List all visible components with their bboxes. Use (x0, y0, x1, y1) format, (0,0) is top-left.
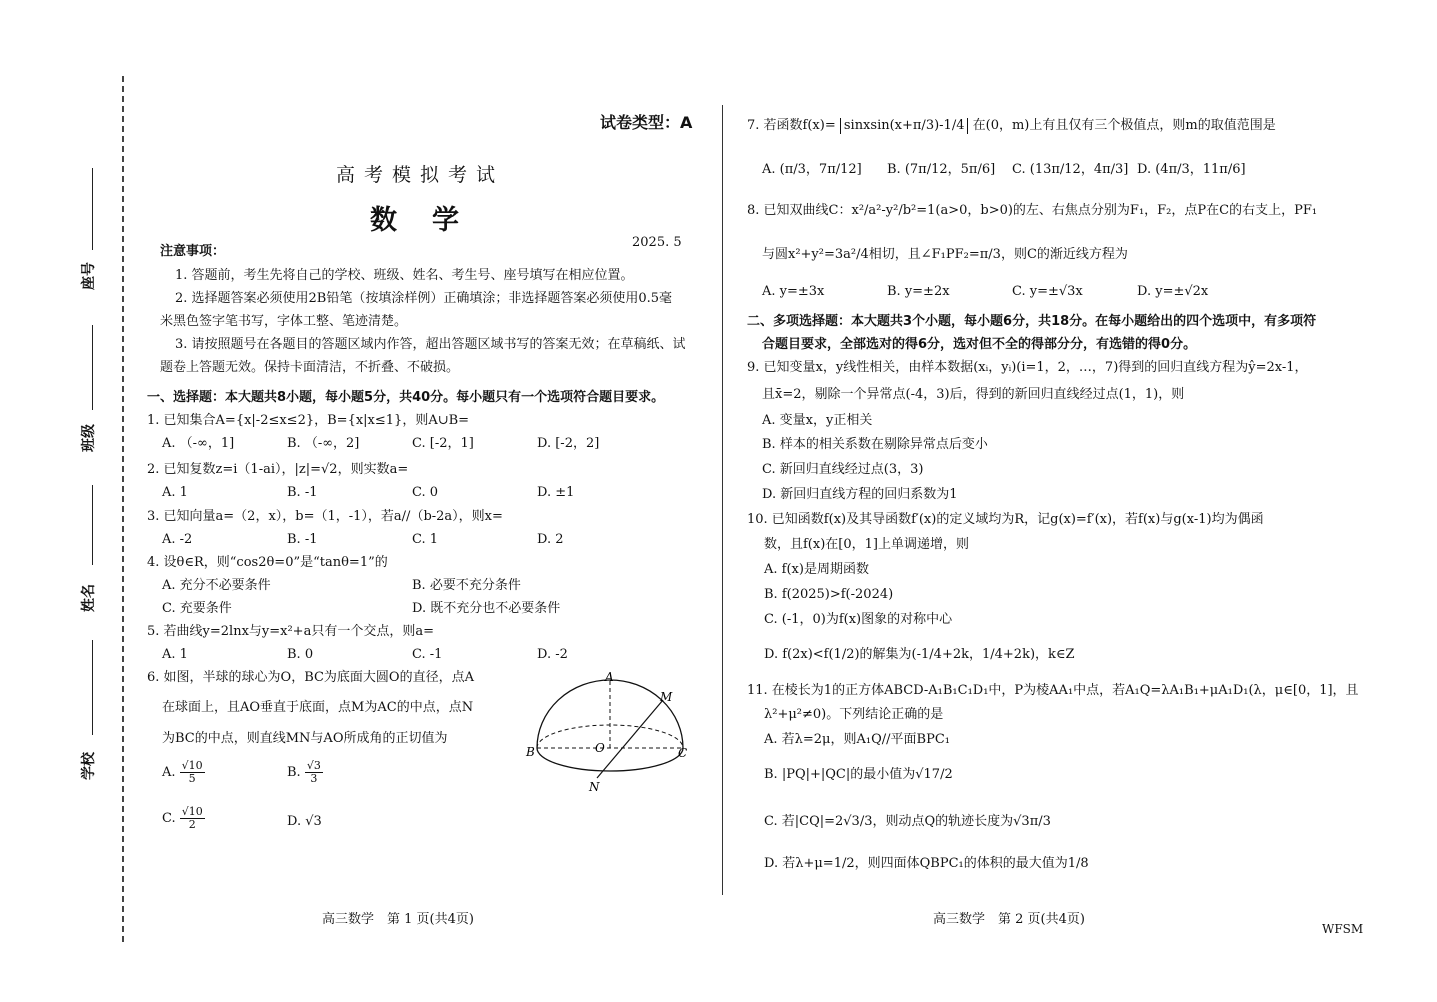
q3-stem: 3. 已知向量a=（2，x），b=（1，-1），若a//（b-2a），则x= (147, 509, 503, 524)
q7-opt-a: A. (π/3，7π/12] (762, 162, 862, 177)
label-c: C (678, 746, 688, 760)
exam-date: 2025. 5 (632, 235, 682, 250)
q3-opt-c: C. 1 (412, 532, 439, 547)
q7-opt-d: D. (4π/3，11π/6] (1137, 162, 1246, 177)
notice-line-5: 题卷上答题无效。保持卡面清洁，不折叠、不破损。 (160, 360, 460, 375)
q10-opt-d: D. f(2x)<f(1/2)的解集为(-1/4+2k，1/4+2k)，k∈Z (764, 647, 1075, 662)
q2-opt-c: C. 0 (412, 485, 439, 500)
q2-opt-a: A. 1 (162, 485, 188, 500)
q3-opt-a: A. -2 (162, 532, 193, 547)
q7-opt-c: C. (13π/12，4π/3] (1012, 162, 1129, 177)
q5-opt-d: D. -2 (537, 647, 568, 662)
notice-line-2: 2. 选择题答案必须使用2B铅笔（按填涂样例）正确填涂；非选择题答案必须使用0.5毫 (175, 291, 673, 306)
hemisphere-figure (525, 668, 700, 793)
q11-line-1: 11. 在棱长为1的正方体ABCD-A₁B₁C₁D₁中，P为棱AA₁中点，若A₁Q=λA₁B₁+μA₁D₁(λ，μ∈[0，1]，且 (747, 683, 1359, 698)
q5-opt-a: A. 1 (162, 647, 188, 662)
seat-blank (92, 168, 93, 250)
q5-opt-c: C. -1 (412, 647, 443, 662)
section2-heading-1: 二、多项选择题：本大题共3个小题，每小题6分，共18分。在每小题给出的四个选项中，有多项符 (747, 314, 1317, 329)
notice-line-1: 1. 答题前，考生先将自己的学校、班级、姓名、考生号、座号填写在相应位置。 (175, 268, 634, 283)
q1-opt-c: C. [-2，1] (412, 436, 474, 451)
q11-line-2: λ²+μ²≠0)。下列结论正确的是 (764, 707, 944, 722)
label-a: A (605, 670, 614, 684)
q2-opt-d: D. ±1 (537, 485, 575, 500)
school-label: 学校 (81, 752, 97, 780)
q6-line-2: 在球面上，且AO垂直于底面，点M为AC的中点，点N (162, 700, 474, 715)
section2-heading-2: 合题目要求，全部选对的得6分，选对但不全的得部分分，有选错的得0分。 (762, 337, 1197, 352)
q6-line-3: 为BC的中点，则直线MN与AO所成角的正切值为 (162, 731, 448, 746)
page-divider (722, 105, 723, 895)
q11-opt-c: C. 若|CQ|=2√3/3，则动点Q的轨迹长度为√3π/3 (764, 814, 1051, 829)
section1-heading: 一、选择题：本大题共8小题，每小题5分，共40分。每小题只有一个选项符合题目要求。 (147, 390, 665, 405)
q11-opt-a: A. 若λ=2μ，则A₁Q//平面BPC₁ (764, 732, 950, 747)
binding-dashed-line (122, 76, 124, 942)
q9-opt-a: A. 变量x，y正相关 (762, 413, 873, 428)
q6-opt-c: C. $\frac{√10}{2}$ (162, 805, 203, 831)
q5-stem: 5. 若曲线y=2lnx与y=x²+a只有一个交点，则a= (147, 624, 434, 639)
q9-line-2: 且x̄=2，剔除一个异常点(-4，3)后，得到的新回归直线经过点(1，1)，则 (762, 387, 1185, 402)
base-front-arc (537, 748, 683, 771)
q4-stem: 4. 设θ∈R，则“cos2θ=0”是“tanθ=1”的 (147, 555, 388, 570)
class-label: 班级 (81, 424, 97, 452)
q10-opt-c: C. (-1，0)为f(x)图象的对称中心 (764, 612, 953, 627)
q3-opt-b: B. -1 (287, 532, 318, 547)
q8-opt-b: B. y=±2x (887, 284, 950, 299)
q2-stem: 2. 已知复数z=i（1-ai），|z|=√2，则实数a= (147, 462, 409, 477)
q3-opt-d: D. 2 (537, 532, 564, 547)
q8-line-2: 与圆x²+y²=3a²/4相切，且∠F₁PF₂=π/3，则C的渐近线方程为 (762, 247, 1128, 262)
q1-stem: 1. 已知集合A={x|-2≤x≤2}，B={x|x≤1}，则A∪B= (147, 413, 470, 428)
q6-opt-a: A. $\frac{√10}{5}$ (162, 759, 203, 785)
school-blank (92, 640, 93, 735)
q6-opt-d: D. √3 (287, 814, 322, 829)
q7-opt-b: B. (7π/12，5π/6] (887, 162, 996, 177)
q8-opt-a: A. y=±3x (762, 284, 825, 299)
q4-opt-a: A. 充分不必要条件 (162, 578, 271, 593)
notice-title: 注意事项： (160, 244, 226, 259)
subject-title: 数 学 (370, 205, 463, 236)
notice-line-4: 3. 请按照题号在各题目的答题区域内作答，超出答题区域书写的答案无效；在草稿纸、试 (175, 337, 686, 352)
q10-line-2: 数，且f(x)在[0，1]上单调递增，则 (764, 537, 969, 552)
name-label: 姓名 (81, 584, 97, 612)
label-n: N (589, 780, 600, 793)
q7-stem: 7. 若函数f(x)= sinxsin(x+π/3)-1/4 在(0，m)上有且仅有三个极值点，则m的取值范围是 (747, 118, 1276, 133)
q4-opt-b: B. 必要不充分条件 (412, 578, 521, 593)
q10-opt-b: B. f(2025)>f(-2024) (764, 587, 894, 602)
q1-opt-b: B. （-∞，2] (287, 436, 360, 451)
q9-opt-b: B. 样本的相关系数在剔除异常点后变小 (762, 437, 988, 452)
q2-opt-b: B. -1 (287, 485, 318, 500)
q8-opt-d: D. y=±√2x (1137, 284, 1209, 299)
label-b: B (526, 745, 535, 759)
seat-label: 座号 (81, 262, 97, 290)
label-m: M (660, 690, 673, 704)
q8-line-1: 8. 已知双曲线C：x²/a²-y²/b²=1(a>0，b>0)的左、右焦点分别为F₁，F₂，点P在C的右支上，PF₁ (747, 203, 1318, 218)
q11-opt-d: D. 若λ+μ=1/2，则四面体QBPC₁的体积的最大值为1/8 (764, 856, 1089, 871)
q11-opt-b: B. |PQ|+|QC|的最小值为√17/2 (764, 767, 953, 782)
q9-opt-d: D. 新回归直线方程的回归系数为1 (762, 487, 958, 502)
q6-line-1: 6. 如图，半球的球心为O，BC为底面大圆O的直径，点A (147, 670, 474, 685)
paper-type: 试卷类型：A (600, 113, 693, 132)
q8-opt-c: C. y=±√3x (1012, 284, 1083, 299)
q6-opt-b: B. $\frac{√3}{3}$ (287, 759, 321, 785)
name-blank (92, 485, 93, 565)
q5-opt-b: B. 0 (287, 647, 314, 662)
q9-line-1: 9. 已知变量x，y线性相关，由样本数据(xᵢ，yᵢ)(i=1，2，…，7)得到的回归直线方程为ŷ=2x-1， (747, 360, 1308, 375)
exam-title: 高考模拟考试 (336, 164, 505, 186)
corner-mark: WFSM (1322, 922, 1364, 936)
q10-line-1: 10. 已知函数f(x)及其导函数f′(x)的定义域均为R，记g(x)=f′(x)，若f(x)与g(x-1)均为偶函 (747, 512, 1264, 527)
q10-opt-a: A. f(x)是周期函数 (764, 562, 869, 577)
notice-line-3: 米黑色签字笔书写，字体工整、笔迹清楚。 (160, 314, 408, 329)
q9-opt-c: C. 新回归直线经过点(3，3) (762, 462, 924, 477)
page1-footer: 高三数学 第 1 页(共4页) (322, 912, 474, 927)
q1-opt-d: D. [-2，2] (537, 436, 600, 451)
page2-footer: 高三数学 第 2 页(共4页) (933, 912, 1085, 927)
q1-opt-a: A. （-∞，1] (162, 436, 235, 451)
q4-opt-d: D. 既不充分也不必要条件 (412, 601, 561, 616)
class-blank (92, 325, 93, 410)
label-o: O (595, 741, 605, 755)
q4-opt-c: C. 充要条件 (162, 601, 232, 616)
